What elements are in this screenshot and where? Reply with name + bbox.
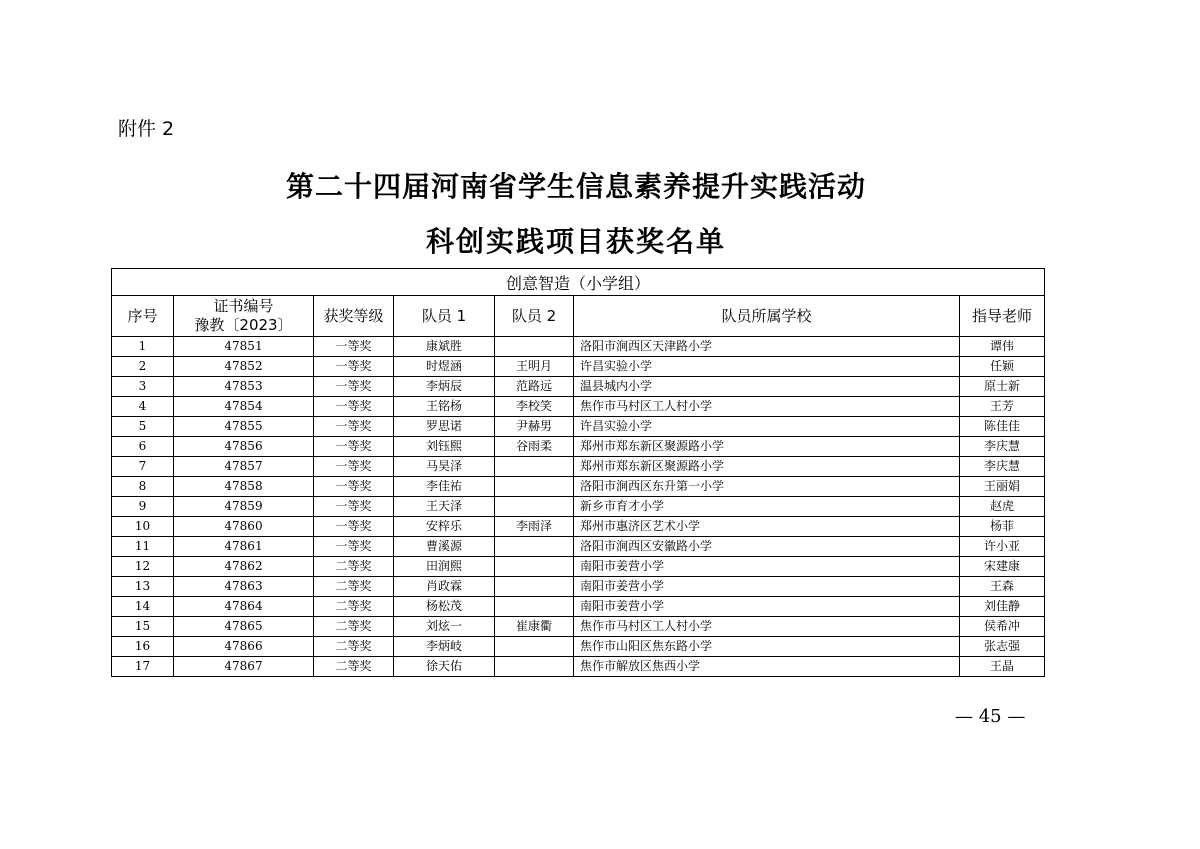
cell-level: 一等奖 (314, 477, 394, 497)
cell-level: 一等奖 (314, 497, 394, 517)
cell-member1: 刘炫一 (394, 617, 495, 637)
cell-cert: 47852 (174, 357, 314, 377)
cell-seq: 13 (112, 577, 174, 597)
cell-cert: 47866 (174, 637, 314, 657)
cell-teacher: 赵虎 (960, 497, 1045, 517)
cell-member2: 李雨泽 (495, 517, 574, 537)
cell-level: 二等奖 (314, 637, 394, 657)
cell-member2 (495, 497, 574, 517)
header-member2: 队员 2 (495, 296, 574, 337)
cell-school: 洛阳市涧西区东升第一小学 (574, 477, 960, 497)
cell-member1: 王天泽 (394, 497, 495, 517)
cell-teacher: 陈佳佳 (960, 417, 1045, 437)
cell-level: 二等奖 (314, 597, 394, 617)
cell-cert: 47864 (174, 597, 314, 617)
cell-teacher: 王丽娟 (960, 477, 1045, 497)
cell-cert: 47855 (174, 417, 314, 437)
cell-level: 一等奖 (314, 397, 394, 417)
cell-teacher: 侯希冲 (960, 617, 1045, 637)
header-level: 获奖等级 (314, 296, 394, 337)
cell-level: 一等奖 (314, 457, 394, 477)
table-body (112, 337, 1045, 677)
cell-teacher: 原士新 (960, 377, 1045, 397)
cell-cert: 47851 (174, 337, 314, 357)
cell-level: 一等奖 (314, 377, 394, 397)
group-title-row (112, 269, 1045, 296)
cell-teacher: 王森 (960, 577, 1045, 597)
cell-level: 一等奖 (314, 357, 394, 377)
cell-seq: 2 (112, 357, 174, 377)
cell-school: 洛阳市涧西区天津路小学 (574, 337, 960, 357)
cell-cert: 47863 (174, 577, 314, 597)
cell-teacher: 张志强 (960, 637, 1045, 657)
header-cert-line1: 证书编号 (213, 297, 274, 315)
cell-member1: 安梓乐 (394, 517, 495, 537)
document-title-line2: 科创实践项目获奖名单 (425, 225, 726, 258)
cell-member1: 罗思诺 (394, 417, 495, 437)
table-row (112, 437, 1045, 457)
table-row (112, 517, 1045, 537)
cell-member1: 徐天佑 (394, 657, 495, 677)
cell-seq: 16 (112, 637, 174, 657)
cell-seq: 6 (112, 437, 174, 457)
cell-seq: 8 (112, 477, 174, 497)
cell-seq: 1 (112, 337, 174, 357)
cell-school: 南阳市姜营小学 (574, 577, 960, 597)
table-row (112, 617, 1045, 637)
group-title: 创意智造（小学组） (112, 269, 1045, 296)
table-row (112, 577, 1045, 597)
cell-member2: 尹赫男 (495, 417, 574, 437)
cell-member2: 谷雨柔 (495, 437, 574, 457)
cell-member2 (495, 557, 574, 577)
table-row (112, 637, 1045, 657)
header-row (112, 296, 1045, 337)
cell-member1: 李炳辰 (394, 377, 495, 397)
cell-school: 郑州市郑东新区聚源路小学 (574, 437, 960, 457)
cell-member2: 王明月 (495, 357, 574, 377)
cell-teacher: 宋建康 (960, 557, 1045, 577)
cell-member1: 康斌胜 (394, 337, 495, 357)
cell-member1: 曹溪源 (394, 537, 495, 557)
cell-member2: 范路远 (495, 377, 574, 397)
cell-member1: 马昊泽 (394, 457, 495, 477)
cell-seq: 10 (112, 517, 174, 537)
cell-member2 (495, 337, 574, 357)
cell-cert: 47858 (174, 477, 314, 497)
cell-seq: 11 (112, 537, 174, 557)
cell-school: 焦作市解放区焦西小学 (574, 657, 960, 677)
cell-level: 二等奖 (314, 557, 394, 577)
page-number: — 45 — (955, 706, 1026, 727)
table-row (112, 337, 1045, 357)
cell-cert: 47853 (174, 377, 314, 397)
cell-member1: 李佳祐 (394, 477, 495, 497)
cell-level: 二等奖 (314, 657, 394, 677)
cell-school: 郑州市惠济区艺术小学 (574, 517, 960, 537)
cell-member2: 李校笑 (495, 397, 574, 417)
cell-school: 许昌实验小学 (574, 357, 960, 377)
table-row (112, 397, 1045, 417)
cell-seq: 5 (112, 417, 174, 437)
header-cert-line2: 豫教〔2023〕 (194, 316, 293, 334)
table-row (112, 377, 1045, 397)
table-row (112, 657, 1045, 677)
header-member1: 队员 1 (394, 296, 495, 337)
cell-member2 (495, 637, 574, 657)
header-seq: 序号 (112, 296, 174, 337)
cell-level: 一等奖 (314, 417, 394, 437)
cell-member2 (495, 477, 574, 497)
cell-school: 温县城内小学 (574, 377, 960, 397)
cell-seq: 17 (112, 657, 174, 677)
award-table (111, 268, 1045, 677)
cell-member1: 肖政霖 (394, 577, 495, 597)
cell-cert: 47865 (174, 617, 314, 637)
cell-seq: 14 (112, 597, 174, 617)
attachment-label: 附件 2 (118, 118, 175, 140)
cell-teacher: 刘佳静 (960, 597, 1045, 617)
header-teacher: 指导老师 (960, 296, 1045, 337)
cell-level: 一等奖 (314, 437, 394, 457)
cell-teacher: 杨菲 (960, 517, 1045, 537)
cell-seq: 12 (112, 557, 174, 577)
cell-school: 许昌实验小学 (574, 417, 960, 437)
table-row (112, 497, 1045, 517)
cell-cert: 47856 (174, 437, 314, 457)
cell-member1: 刘钰熙 (394, 437, 495, 457)
cell-cert: 47860 (174, 517, 314, 537)
cell-level: 二等奖 (314, 577, 394, 597)
cell-level: 一等奖 (314, 337, 394, 357)
cell-school: 南阳市姜营小学 (574, 597, 960, 617)
cell-level: 一等奖 (314, 537, 394, 557)
cell-cert: 47861 (174, 537, 314, 557)
cell-member2 (495, 577, 574, 597)
cell-school: 南阳市姜营小学 (574, 557, 960, 577)
table-row (112, 557, 1045, 577)
cell-member2 (495, 537, 574, 557)
document-title-line1: 第二十四届河南省学生信息素养提升实践活动 (285, 170, 866, 203)
cell-seq: 7 (112, 457, 174, 477)
cell-teacher: 谭伟 (960, 337, 1045, 357)
cell-cert: 47857 (174, 457, 314, 477)
cell-member1: 李炳岐 (394, 637, 495, 657)
cell-school: 焦作市马村区工人村小学 (574, 397, 960, 417)
cell-school: 郑州市郑东新区聚源路小学 (574, 457, 960, 477)
cell-member2 (495, 657, 574, 677)
cell-cert: 47854 (174, 397, 314, 417)
cell-member2: 崔康衢 (495, 617, 574, 637)
cell-school: 焦作市山阳区焦东路小学 (574, 637, 960, 657)
cell-seq: 3 (112, 377, 174, 397)
table-row (112, 537, 1045, 557)
cell-teacher: 任颖 (960, 357, 1045, 377)
table-row (112, 597, 1045, 617)
cell-level: 一等奖 (314, 517, 394, 537)
cell-seq: 15 (112, 617, 174, 637)
cell-teacher: 李庆慧 (960, 457, 1045, 477)
header-cert (174, 296, 314, 337)
cell-school: 洛阳市涧西区安徽路小学 (574, 537, 960, 557)
cell-seq: 4 (112, 397, 174, 417)
cell-member1: 田润熙 (394, 557, 495, 577)
cell-cert: 47859 (174, 497, 314, 517)
cell-cert: 47862 (174, 557, 314, 577)
cell-member1: 王铭杨 (394, 397, 495, 417)
cell-member2 (495, 457, 574, 477)
cell-teacher: 李庆慧 (960, 437, 1045, 457)
table-row (112, 457, 1045, 477)
cell-member1: 杨松茂 (394, 597, 495, 617)
table-row (112, 477, 1045, 497)
cell-teacher: 王晶 (960, 657, 1045, 677)
cell-teacher: 王芳 (960, 397, 1045, 417)
cell-level: 二等奖 (314, 617, 394, 637)
cell-seq: 9 (112, 497, 174, 517)
cell-member2 (495, 597, 574, 617)
cell-school: 新乡市育才小学 (574, 497, 960, 517)
cell-member1: 时煜涵 (394, 357, 495, 377)
table-row (112, 357, 1045, 377)
table-row (112, 417, 1045, 437)
cell-school: 焦作市马村区工人村小学 (574, 617, 960, 637)
header-school: 队员所属学校 (574, 296, 960, 337)
cell-cert: 47867 (174, 657, 314, 677)
cell-teacher: 许小亚 (960, 537, 1045, 557)
